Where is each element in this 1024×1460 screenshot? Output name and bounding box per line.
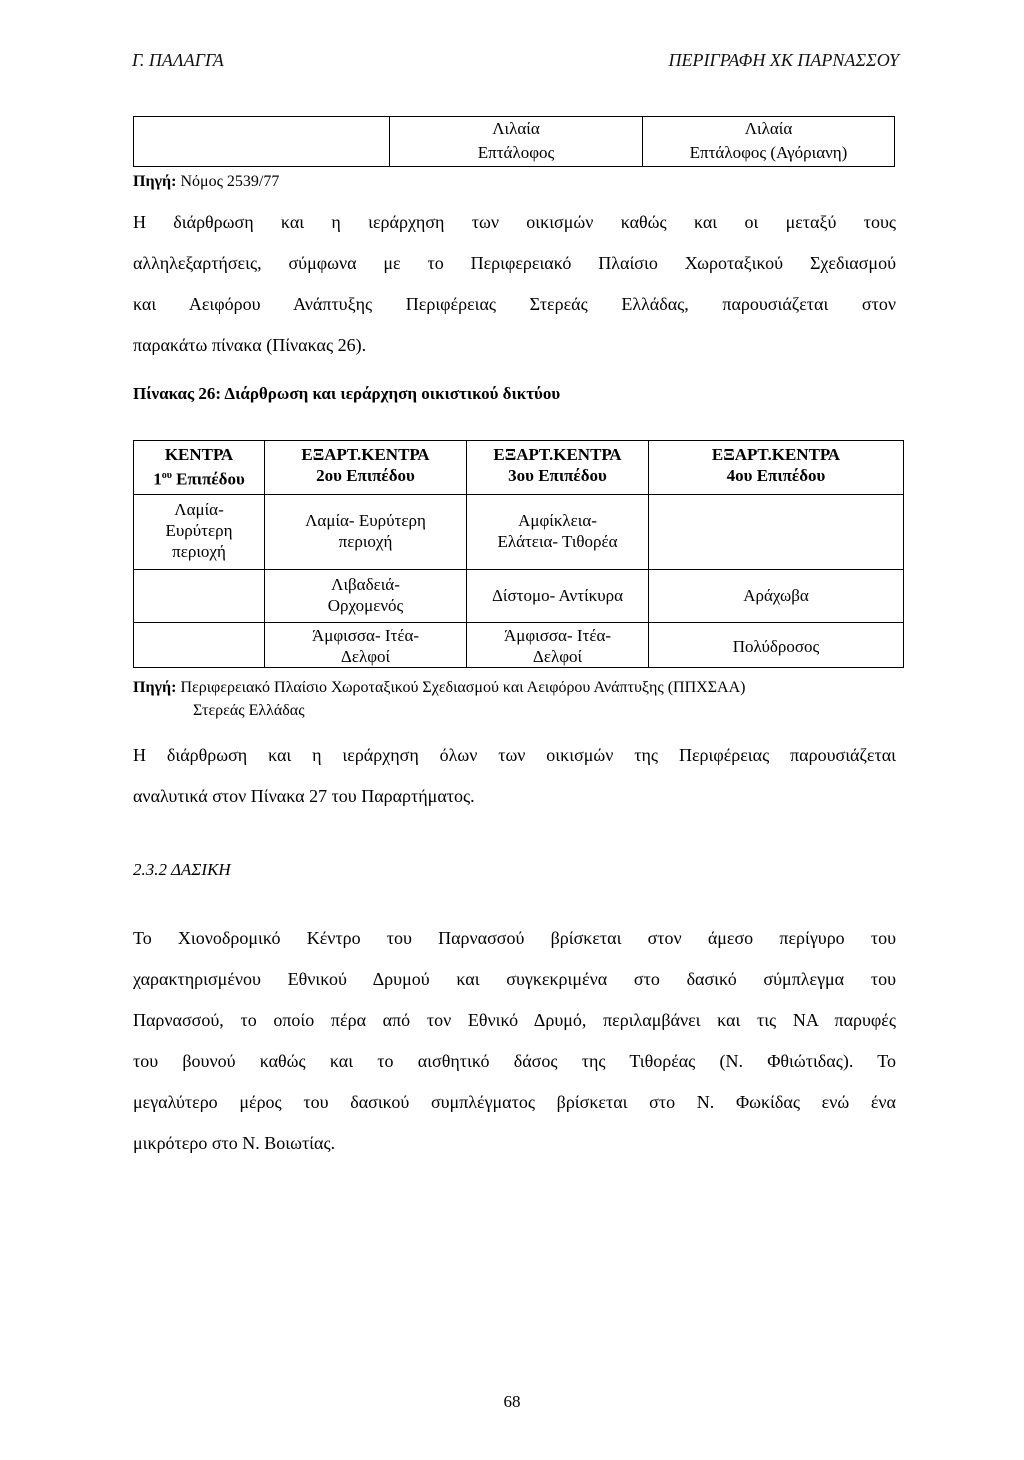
paragraph-line: και Αειφόρου Ανάπτυξης Περιφέρειας Στερεάς Ελλάδας, παρουσιάζεται στον bbox=[133, 294, 896, 314]
section-heading: 2.3.2 ΔΑΣΙΚΗ bbox=[133, 860, 231, 879]
paragraph-line: Το Χιονοδρομικό Κέντρο του Παρνασσού βρίσκεται στον άμεσο περίγυρο του bbox=[133, 928, 896, 948]
header-line: ΕΞΑΡΤ.ΚΕΝΤΡΑ bbox=[301, 445, 430, 464]
paragraph-line: μεγαλύτερο μέρος του δασικού συμπλέγματος βρίσκεται στο Ν. Φωκίδας ενώ ένα bbox=[133, 1092, 896, 1112]
source-label: Πηγή: bbox=[133, 173, 177, 190]
source-label: Πηγή: bbox=[133, 679, 177, 696]
header-num: 1 bbox=[153, 469, 162, 489]
header-level-3 bbox=[467, 444, 648, 486]
source-text-continued: Στερεάς Ελλάδας bbox=[193, 702, 305, 719]
table-cell: Άμφισσα- Ιτέα- Δελφοί bbox=[503, 626, 612, 666]
paragraph-line: του βουνού καθώς και το αισθητικό δάσος της Τιθορέας (Ν. Φθιώτιδας). Το bbox=[133, 1051, 896, 1071]
source-text: Περιφερειακό Πλαίσιο Χωροταξικού Σχεδιασμού και Αειφόρου Ανάπτυξης (ΠΠΧΣΑΑ) bbox=[176, 679, 746, 696]
forest-paragraph bbox=[133, 918, 896, 1164]
header-level-1 bbox=[134, 444, 264, 490]
paragraph-line: χαρακτηρισμένου Εθνικού Δρυμού και συγκεκριμένα στο δασικό σύμπλεγμα του bbox=[133, 969, 896, 989]
paragraph-line: αναλυτικά στον Πίνακα 27 του Παραρτήματος. bbox=[133, 786, 475, 806]
paragraph-line: μικρότερο στο Ν. Βοιωτίας. bbox=[133, 1133, 336, 1153]
table-cell: Άμφισσα- Ιτέα- Δελφοί bbox=[311, 626, 420, 666]
source-text: Νόμος 2539/77 bbox=[176, 173, 280, 190]
header-sup: ου bbox=[161, 470, 172, 481]
intro-paragraph bbox=[133, 202, 896, 366]
table-caption: Πίνακας 26: Διάρθρωση και ιεράρχηση οικιστικού δικτύου bbox=[133, 384, 561, 403]
header-rest: Επιπέδου bbox=[171, 469, 245, 489]
paragraph-line: αλληλεξαρτήσεις, σύμφωνα με το Περιφερειακό Πλαίσιο Χωροταξικού Σχεδιασμού bbox=[133, 253, 896, 273]
running-header-author: Γ. ΠΑΛΑΓΓΑ bbox=[132, 50, 224, 70]
paragraph-line: Η διάρθρωση και η ιεράρχηση των οικισμών καθώς και οι μεταξύ τους bbox=[133, 212, 896, 232]
header-level-2 bbox=[265, 444, 466, 486]
page-number: 68 bbox=[503, 1392, 521, 1411]
table-cell: Αράχωβα bbox=[743, 586, 809, 605]
hierarchy-paragraph bbox=[133, 735, 896, 817]
header-line: 2ου Επιπέδου bbox=[316, 466, 415, 485]
header-line: 4ου Επιπέδου bbox=[726, 466, 826, 485]
running-header-title: ΠΕΡΙΓΡΑΦΗ ΧΚ ΠΑΡΝΑΣΣΟΥ bbox=[668, 50, 899, 70]
table-cell: Πολύδροσος bbox=[732, 637, 820, 656]
paragraph-line: Παρνασσού, το οποίο πέρα από τον Εθνικό Δρυμό, περιλαμβάνει και τις ΝΑ παρυφές bbox=[133, 1010, 896, 1030]
col3-line1: Λιλαία bbox=[744, 119, 793, 138]
header-line: ΕΞΑΡΤ.ΚΕΝΤΡΑ bbox=[711, 445, 841, 464]
main-table-source-note bbox=[133, 676, 903, 722]
table-cell: Λαμία- Ευρύτερη περιοχή bbox=[165, 500, 233, 561]
table-cell: Δίστομο- Αντίκυρα bbox=[491, 586, 624, 605]
table-cell: Λαμία- Ευρύτερη περιοχή bbox=[305, 511, 426, 551]
header-level-4 bbox=[649, 444, 903, 486]
col2-line1: Λιλαία bbox=[492, 119, 540, 138]
table-cell: Αμφίκλεια- Ελάτεια- Τιθορέα bbox=[497, 511, 618, 551]
header-line: 3ου Επιπέδου bbox=[508, 466, 607, 485]
paragraph-line: παρακάτω πίνακα (Πίνακας 26). bbox=[133, 335, 367, 355]
table-cell: Λιβαδειά- Ορχομενός bbox=[327, 575, 404, 615]
header-line bbox=[134, 465, 264, 490]
table-source-note bbox=[133, 173, 279, 191]
header-line: ΚΕΝΤΡΑ bbox=[164, 445, 234, 464]
settlement-hierarchy-table bbox=[133, 440, 904, 668]
header-line: ΕΞΑΡΤ.ΚΕΝΤΡΑ bbox=[493, 445, 622, 464]
paragraph-line: Η διάρθρωση και η ιεράρχηση όλων των οικισμών της Περιφέρειας παρουσιάζεται bbox=[133, 745, 896, 765]
col3-line2: Επτάλοφος (Αγόριανη) bbox=[689, 143, 848, 162]
source-table-fragment bbox=[133, 116, 895, 168]
col2-line2: Επτάλοφος bbox=[477, 143, 555, 162]
